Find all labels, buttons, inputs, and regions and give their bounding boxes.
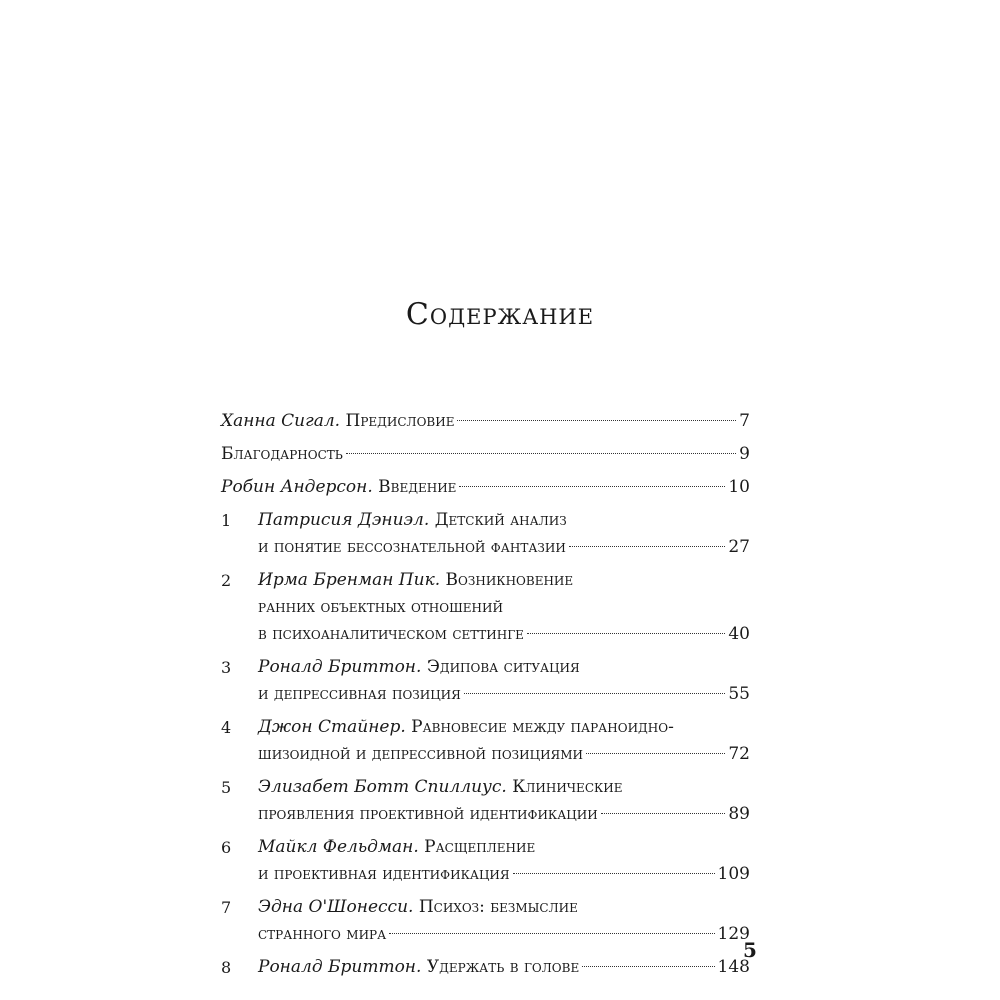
toc-title: и проективная идентификация bbox=[258, 864, 510, 884]
toc-title: Равновесие между параноидно- bbox=[411, 717, 674, 737]
toc-page-number: 7 bbox=[739, 411, 750, 431]
chapter-number: 6 bbox=[221, 838, 232, 857]
toc-author: Роналд Бриттон. bbox=[258, 657, 422, 677]
toc-author: Джон Стайнер. bbox=[258, 717, 406, 737]
toc-author: Ирма Бренман Пик. bbox=[258, 570, 441, 590]
toc-entry-acknowledgements bbox=[221, 441, 750, 468]
toc-title: Расщепление bbox=[424, 837, 536, 857]
toc-chapter-5 bbox=[221, 774, 750, 828]
toc-page-number: 9 bbox=[739, 444, 750, 464]
toc-chapter-4 bbox=[221, 714, 750, 768]
table-of-contents bbox=[221, 408, 750, 987]
toc-chapter-3 bbox=[221, 654, 750, 708]
dot-leader bbox=[459, 486, 725, 487]
page-title: Содержание bbox=[405, 297, 595, 332]
toc-title: Благодарность bbox=[221, 444, 343, 464]
dot-leader bbox=[389, 933, 714, 934]
toc-title: в психоаналитическом сеттинге bbox=[258, 624, 524, 644]
toc-title: и депрессивная позиция bbox=[258, 684, 461, 704]
toc-title: Предисловие bbox=[345, 411, 455, 431]
toc-page-number: 27 bbox=[728, 537, 750, 557]
toc-title: странного мира bbox=[258, 924, 387, 944]
toc-page-number: 109 bbox=[717, 864, 750, 884]
toc-title: и понятие бессознательной фантазии bbox=[258, 537, 566, 557]
toc-title: Детский анализ bbox=[434, 510, 567, 530]
toc-author: Майкл Фельдман. bbox=[258, 837, 419, 857]
toc-title: шизоидной и депрессивной позициями bbox=[258, 744, 583, 764]
toc-author: Ханна Сигал. bbox=[221, 411, 341, 431]
toc-author: Элизабет Ботт Спиллиус. bbox=[258, 777, 507, 797]
toc-author: Патрисия Дэниэл. bbox=[258, 510, 430, 530]
toc-title: Введение bbox=[378, 477, 457, 497]
toc-author: Робин Андерсон. bbox=[221, 477, 373, 497]
toc-title: Эдипова ситуация bbox=[426, 657, 580, 677]
toc-title: ранних объектных отношений bbox=[258, 597, 503, 617]
chapter-number: 2 bbox=[221, 571, 232, 590]
dot-leader bbox=[586, 753, 725, 754]
toc-entry-foreword bbox=[221, 408, 750, 435]
chapter-number: 7 bbox=[221, 898, 232, 917]
toc-page-number: 10 bbox=[728, 477, 750, 497]
chapter-number: 8 bbox=[221, 958, 232, 977]
toc-author: Эдна О'Шонесси. bbox=[258, 897, 414, 917]
toc-author: Роналд Бриттон. bbox=[258, 957, 422, 977]
toc-title: Клинические bbox=[512, 777, 623, 797]
toc-page-number: 40 bbox=[728, 624, 750, 644]
toc-chapter-2 bbox=[221, 567, 750, 648]
toc-chapter-1 bbox=[221, 507, 750, 561]
toc-title: Психоз: безмыслие bbox=[418, 897, 578, 917]
toc-title: Удержать в голове bbox=[426, 957, 580, 977]
toc-page-number: 55 bbox=[728, 684, 750, 704]
toc-chapter-8 bbox=[221, 954, 750, 981]
chapter-number: 1 bbox=[221, 511, 232, 530]
dot-leader bbox=[457, 420, 736, 421]
toc-chapter-6 bbox=[221, 834, 750, 888]
toc-chapter-7 bbox=[221, 894, 750, 948]
toc-page-number: 148 bbox=[717, 957, 750, 977]
toc-title: Возникновение bbox=[445, 570, 574, 590]
chapter-number: 5 bbox=[221, 778, 232, 797]
chapter-number: 4 bbox=[221, 718, 232, 737]
toc-page-number: 89 bbox=[728, 804, 750, 824]
dot-leader bbox=[582, 966, 714, 967]
dot-leader bbox=[601, 813, 726, 814]
dot-leader bbox=[513, 873, 715, 874]
toc-page-number: 129 bbox=[717, 924, 750, 944]
dot-leader bbox=[346, 453, 736, 454]
dot-leader bbox=[569, 546, 726, 547]
toc-page-number: 72 bbox=[728, 744, 750, 764]
chapter-number: 3 bbox=[221, 658, 232, 677]
toc-title: проявления проективной идентификации bbox=[258, 804, 598, 824]
toc-entry-introduction bbox=[221, 474, 750, 501]
dot-leader bbox=[527, 633, 725, 634]
dot-leader bbox=[464, 693, 726, 694]
page-folio-number: 5 bbox=[743, 938, 757, 962]
